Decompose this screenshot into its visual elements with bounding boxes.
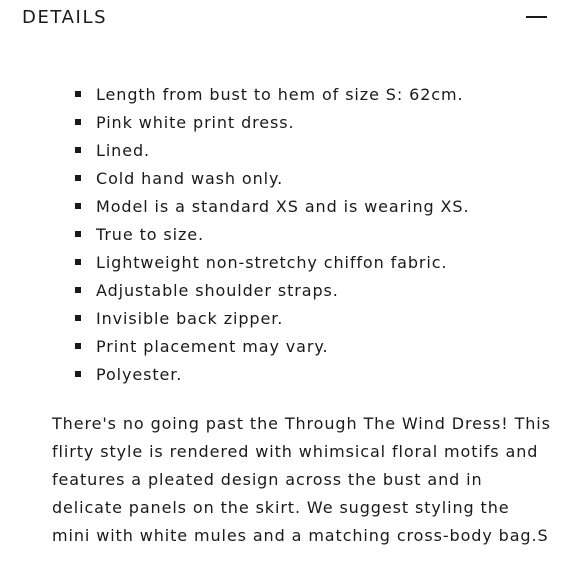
list-item: [75, 80, 469, 108]
bullet-icon: [75, 259, 81, 265]
bullet-icon: [75, 231, 81, 237]
bullet-icon: [75, 287, 81, 293]
bullet-icon: [75, 315, 81, 321]
list-item-text: Lightweight non-stretchy chiffon fabric.: [96, 252, 448, 272]
bullet-icon: [75, 147, 81, 153]
list-item: [75, 332, 469, 360]
details-title: DETAILS: [22, 6, 108, 28]
bullet-icon: [75, 371, 81, 377]
list-item: [75, 164, 469, 192]
details-accordion-header[interactable]: [22, 4, 550, 30]
list-item-text: Invisible back zipper.: [96, 308, 284, 328]
list-item-text: Polyester.: [96, 364, 183, 384]
list-item-text: Length from bust to hem of size S: 62cm.: [96, 84, 464, 104]
list-item: [75, 192, 469, 220]
list-item: [75, 220, 469, 248]
list-item: [75, 248, 469, 276]
bullet-icon: [75, 175, 81, 181]
list-item-text: Print placement may vary.: [96, 336, 329, 356]
product-description: There's no going past the Through The Wind Dress! This flirty style is rendered with whimsical floral motifs and features a pleated design across the bust and in delicate panels on the skirt. We suggest styling the mini with white mules and a matching cross-body bag.S: [52, 414, 551, 545]
bullet-icon: [75, 91, 81, 97]
bullet-icon: [75, 203, 81, 209]
list-item-text: Lined.: [96, 140, 150, 160]
list-item-text: True to size.: [96, 224, 205, 244]
list-item: [75, 360, 469, 388]
bullet-icon: [75, 119, 81, 125]
bullet-icon: [75, 343, 81, 349]
list-item: [75, 276, 469, 304]
list-item-text: Model is a standard XS and is wearing XS.: [96, 196, 470, 216]
list-item: [75, 304, 469, 332]
list-item-text: Adjustable shoulder straps.: [96, 280, 339, 300]
list-item: [75, 136, 469, 164]
list-item: [75, 108, 469, 136]
details-bullet-list: [75, 80, 469, 388]
minus-icon[interactable]: [526, 16, 547, 18]
list-item-text: Pink white print dress.: [96, 112, 295, 132]
list-item-text: Cold hand wash only.: [96, 168, 284, 188]
